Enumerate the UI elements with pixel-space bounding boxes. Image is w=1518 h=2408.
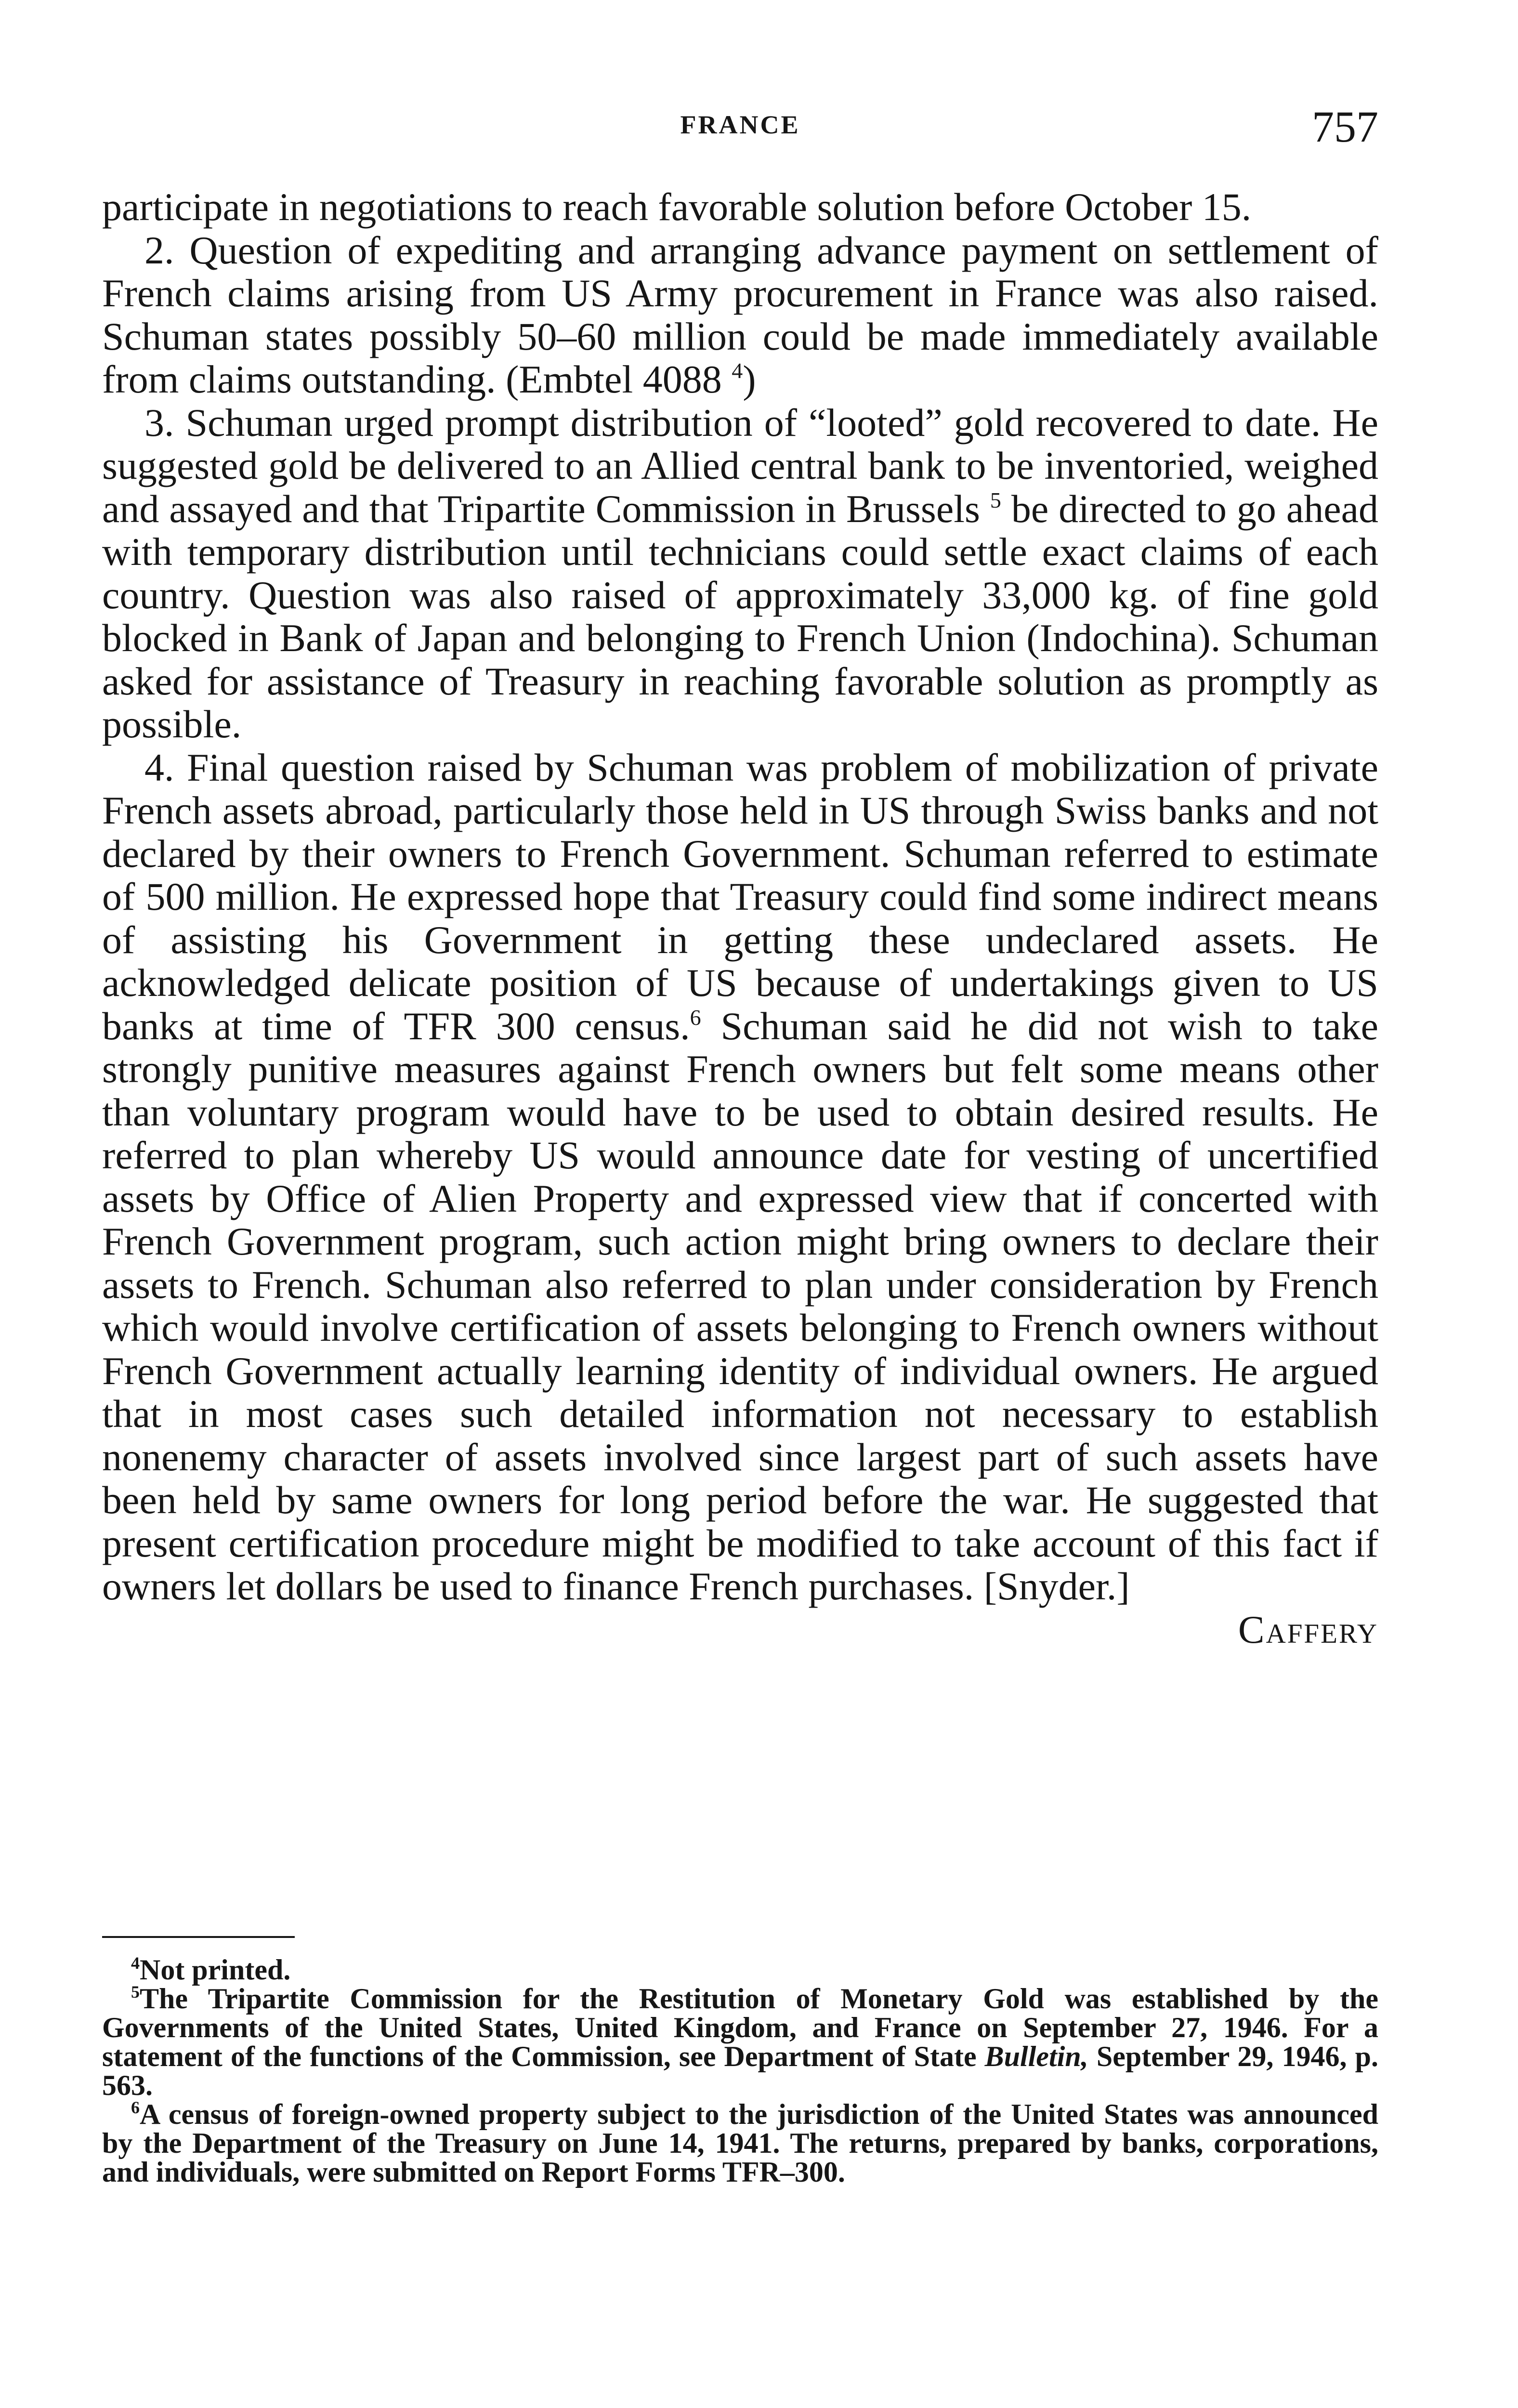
paragraph-2 [102, 229, 1378, 401]
page-header [102, 101, 1378, 154]
running-head: FRANCE [680, 110, 800, 139]
paragraph-text: 3. Schuman urged prompt distribution of “looted” gold recovered to date. He suggested gold be delivered to an Allied central bank to be inventoried, weighed and assayed and that Tripartite Commission in Brussels [102, 400, 1378, 531]
footnote-text: Not printed. [140, 1954, 291, 1986]
paragraph-3 [102, 401, 1378, 746]
footnote-5 [102, 1984, 1378, 2100]
footnote-text-end: September 29, 1946, p. 563. [102, 2041, 1378, 2101]
footnote-marker: 6 [131, 2098, 140, 2117]
footnote-4 [102, 1955, 1378, 1984]
footnote-ref-6: 6 [690, 1005, 701, 1030]
footnote-text: A census of foreign-owned property subject to the jurisdiction of the United States was announced by the Department of the Treasury on June 14, 1941. The returns, prepared by banks, corporations, and individuals, were submitted on Report Forms TFR–300. [102, 2098, 1378, 2188]
footnote-text: The Tripartite Commission for the Restitution of Monetary Gold was established by the Governments of the United States, United Kingdom, and France on September 27, 1946. For a statement of the functions of the Commission, see Department of State [102, 1983, 1378, 2072]
paragraph-text-cont: be directed to go ahead with temporary distribution until technicians could settle exact claims of each country. Question was also raised of approximately 33,000 kg. of fine gold blocked in Bank of Japan and belonging to French Union (Indochina). Schuman asked for assistance of Treasury in reaching favorable solution as promptly as possible. [102, 486, 1379, 746]
footnotes [102, 1955, 1378, 2186]
page-number: 757 [1312, 102, 1378, 151]
footnote-divider [102, 1936, 295, 1938]
footnote-ref-4: 4 [732, 358, 743, 383]
paragraph-4 [102, 746, 1378, 1608]
footnote-ref-5: 5 [990, 487, 1001, 512]
footnote-marker: 5 [131, 1982, 140, 2002]
paragraph-text: participate in negotiations to reach favorable solution before October 15. [102, 185, 1252, 229]
footnote-marker: 4 [131, 1953, 140, 1973]
paragraph-text-cont: Schuman said he did not wish to take strongly punitive measures against French owners but felt some means other than voluntary program would have to be used to obtain desired results. He referred to plan whereby US would announce date for vesting of uncertified assets by Office of Alien Property and expressed view that if concerted with French Government program, such action might bring owners to declare their assets to French. Schuman also referred to plan under consideration by French which would involve certification of assets belonging to French owners without French Government actually learning identity of individual owners. He argued that in most cases such detailed information not necessary to establish nonenemy character of assets involved since largest part of such assets have been held by same owners for long period before the war. He suggested that present certification procedure might be modified to take account of this fact if owners let dollars be used to finance French purchases. [Snyder.] [102, 1004, 1378, 1608]
paragraph-text: 4. Final question raised by Schuman was problem of mobilization of private French assets abroad, particularly those held in US through Swiss banks and not declared by their owners to French Government. Schuman referred to estimate of 500 million. He expressed hope that Treasury could find some indirect means of assisting his Government in getting these undeclared assets. He acknowledged delicate position of US because of undertakings given to US banks at time of TFR 300 census. [102, 745, 1378, 1048]
paragraph-continuation [102, 185, 1378, 229]
paragraph-text: 2. Question of expediting and arranging advance payment on settlement of French claims arising from US Army procurement in France was also raised. Schuman states possibly 50–60 million could be made immediately available from claims outstanding. (Embtel 4088 [102, 228, 1378, 401]
footnote-italic: Bulletin, [984, 2041, 1088, 2072]
paragraph-text-end: ) [743, 357, 756, 401]
signature: Caffery [1238, 1607, 1378, 1651]
body-text [102, 185, 1378, 1651]
footnote-6 [102, 2100, 1378, 2186]
